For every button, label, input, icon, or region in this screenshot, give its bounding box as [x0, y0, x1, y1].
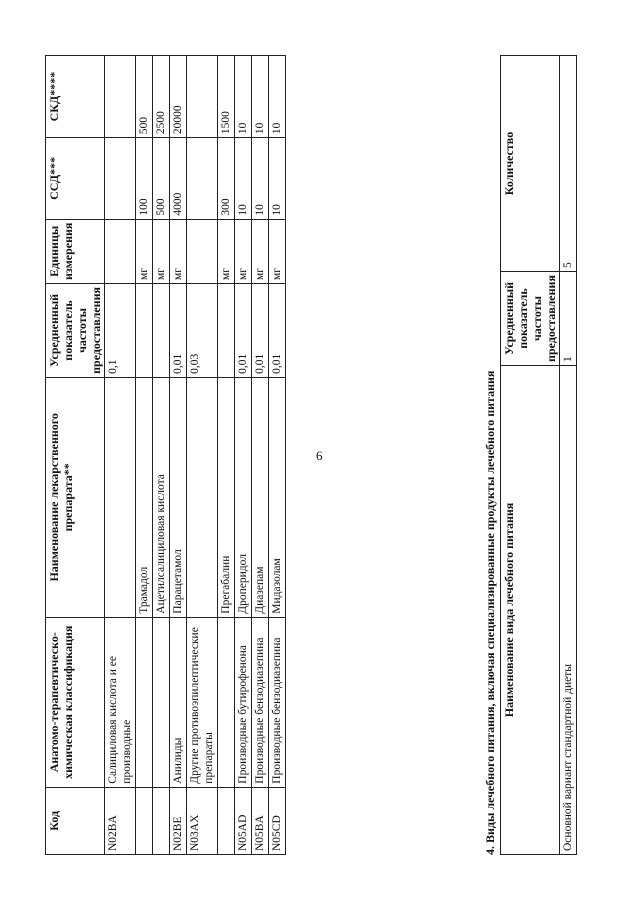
cell-unit: мг: [136, 219, 153, 283]
cell-frequency: [218, 284, 235, 378]
cell-drug: Диазепам: [252, 377, 269, 617]
cell-skd: 10: [235, 56, 252, 138]
nutrition-table: [500, 55, 577, 855]
cell-frequency: 0,01: [170, 284, 187, 378]
cell-drug: [105, 377, 136, 617]
header-drug-name: Наименование лекарственного препарата**: [46, 377, 105, 617]
cell-drug: Ацетилсалициловая кислота: [153, 377, 170, 617]
cell-ssd: 300: [218, 138, 235, 219]
cell-frequency: 0,01: [269, 284, 286, 378]
table-row: [218, 56, 235, 855]
cell-unit: мг: [269, 219, 286, 283]
cell-skd: 2500: [153, 56, 170, 138]
cell-frequency: 0,1: [105, 284, 136, 378]
cell-drug: Мидазолам: [269, 377, 286, 617]
cell-frequency: [153, 284, 170, 378]
cell-unit: [187, 219, 218, 283]
cell-atc: [218, 617, 235, 787]
cell-drug: Трамадол: [136, 377, 153, 617]
cell-code: N03AX: [187, 787, 218, 854]
cell-atc: Другие противоэпилептические препараты: [187, 617, 218, 787]
cell-atc: Анилиды: [170, 617, 187, 787]
header-units: Единицы измерения: [46, 219, 105, 283]
cell-ssd: 500: [153, 138, 170, 219]
cell-code: N05CD: [269, 787, 286, 854]
cell-atc: [153, 617, 170, 787]
cell-code: N02BA: [105, 787, 136, 854]
cell-unit: [105, 219, 136, 283]
table-row: [269, 56, 286, 855]
cell-frequency: 0,01: [252, 284, 269, 378]
cell-unit: мг: [170, 219, 187, 283]
table-row: [252, 56, 269, 855]
cell-atc: Производные бензодиазепина: [252, 617, 269, 787]
cell-unit: мг: [252, 219, 269, 283]
cell-ssd: [105, 138, 136, 219]
header-skd: СКД****: [46, 56, 105, 138]
cell-unit: мг: [235, 219, 252, 283]
header-nutrition-name: Наименование вида лечебного питания: [501, 365, 560, 854]
cell-code: N05BA: [252, 787, 269, 854]
cell-code: [218, 787, 235, 854]
cell-ssd: 100: [136, 138, 153, 219]
cell-unit: мг: [153, 219, 170, 283]
cell-ssd: 10: [269, 138, 286, 219]
cell-skd: 500: [136, 56, 153, 138]
cell-code: [136, 787, 153, 854]
cell-frequency: [136, 284, 153, 378]
cell-quantity: 5: [560, 56, 577, 272]
cell-code: [153, 787, 170, 854]
cell-skd: [105, 56, 136, 138]
cell-unit: мг: [218, 219, 235, 283]
nutrition-table-header: [501, 56, 560, 855]
cell-drug: Дроперидол: [235, 377, 252, 617]
table-row: [560, 56, 577, 855]
cell-drug: Прегабалин: [218, 377, 235, 617]
cell-frequency: 0,01: [235, 284, 252, 378]
table-row: [235, 56, 252, 855]
cell-skd: 20000: [170, 56, 187, 138]
cell-frequency: 0,03: [187, 284, 218, 378]
cell-atc: Салициловая кислота и ее производные: [105, 617, 136, 787]
cell-code: N05AD: [235, 787, 252, 854]
header-ssd: ССД***: [46, 138, 105, 219]
drug-table: [45, 55, 286, 855]
cell-ssd: 10: [235, 138, 252, 219]
cell-atc: [136, 617, 153, 787]
cell-drug: Парацетамол: [170, 377, 187, 617]
cell-nutrition-name: Основной вариант стандартной диеты: [560, 365, 577, 854]
cell-nutrition-frequency: 1: [560, 272, 577, 366]
table-row: [170, 56, 187, 855]
cell-ssd: [187, 138, 218, 219]
table-row: [187, 56, 218, 855]
table-row: [153, 56, 170, 855]
cell-atc: Производные бутирофенона: [235, 617, 252, 787]
cell-skd: 10: [252, 56, 269, 138]
cell-atc: Производные бензодиазепина: [269, 617, 286, 787]
cell-ssd: 10: [252, 138, 269, 219]
table-row: [105, 56, 136, 855]
header-atc: Анатомо-терапевтическо-химическая классификация: [46, 617, 105, 787]
cell-code: N02BE: [170, 787, 187, 854]
table-row: [136, 56, 153, 855]
header-nutrition-frequency: Усредненный показатель частоты предоставления: [501, 272, 560, 366]
section-4-title: 4. Виды лечебного питания, включая специализированные продукты лечебного питания: [483, 370, 497, 855]
cell-skd: 1500: [218, 56, 235, 138]
drug-table-header: [46, 56, 105, 855]
page-number: 6: [316, 448, 323, 463]
header-quantity: Количество: [501, 56, 560, 272]
cell-skd: 10: [269, 56, 286, 138]
cell-drug: [187, 377, 218, 617]
header-frequency: Усредненный показатель частоты предоставления: [46, 284, 105, 378]
cell-skd: [187, 56, 218, 138]
header-code: Код: [46, 787, 105, 854]
cell-ssd: 4000: [170, 138, 187, 219]
